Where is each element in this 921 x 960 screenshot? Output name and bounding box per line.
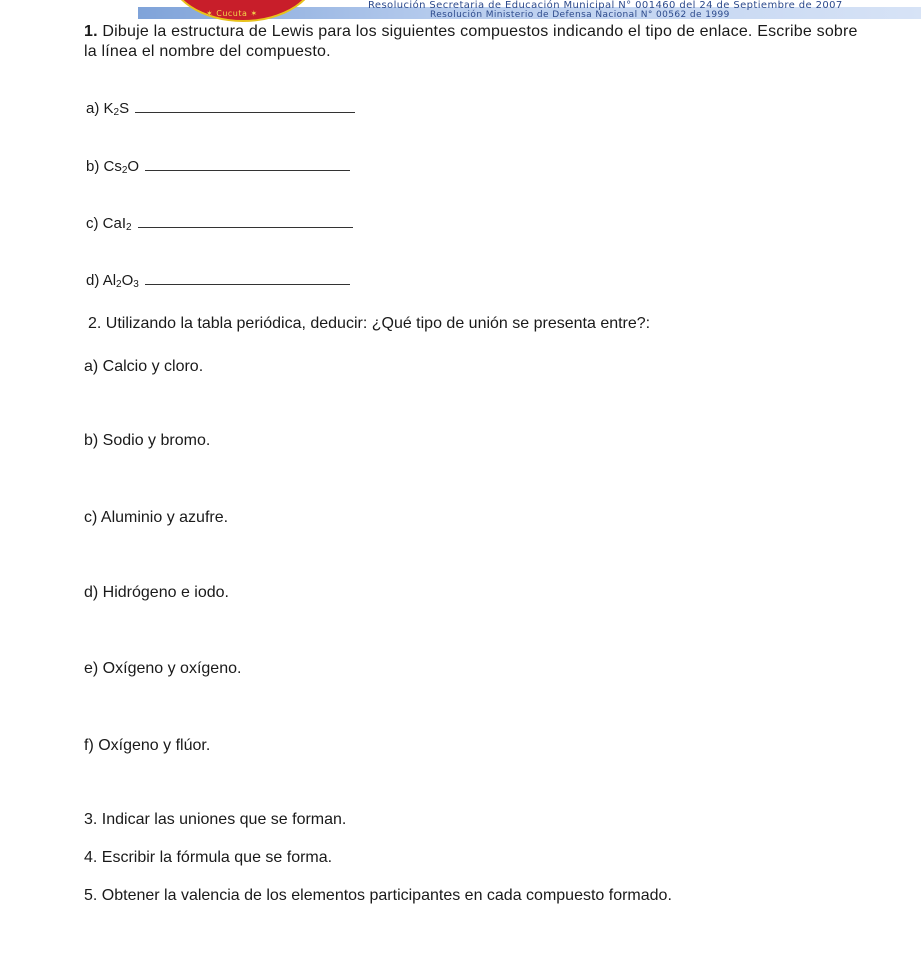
question-3: 3. Indicar las uniones que se forman. xyxy=(84,811,347,828)
formula-subscript: 3 xyxy=(133,279,139,290)
question-5: 5. Obtener la valencia de los elementos participantes en cada compuesto formado. xyxy=(84,887,672,904)
formula-part: CaI xyxy=(102,215,127,232)
item-label: c) xyxy=(86,215,99,232)
pair-a: a) Calcio y cloro. xyxy=(84,358,204,375)
resolution-line-1: Resolución Secretaria de Educación Municipal N° 001460 del 24 de Septiembre de 2007 xyxy=(368,0,843,11)
pair-d: d) Hidrógeno e iodo. xyxy=(84,584,229,601)
item-label: b) xyxy=(86,158,100,175)
compound-b xyxy=(86,158,350,176)
formula-part: O xyxy=(127,158,140,175)
answer-line[interactable] xyxy=(135,100,355,113)
question-2: 2. Utilizando la tabla periódica, deducir: ¿Qué tipo de unión se presenta entre?: xyxy=(88,315,651,332)
formula-part: Cs xyxy=(103,158,122,175)
question-4: 4. Escribir la fórmula que se forma. xyxy=(84,849,333,866)
answer-line[interactable] xyxy=(145,158,350,171)
formula-subscript: 2 xyxy=(126,222,132,233)
answer-line[interactable] xyxy=(145,272,350,285)
item-label: d) xyxy=(86,272,100,289)
pair-f: f) Oxígeno y flúor. xyxy=(84,737,211,754)
formula-part: O xyxy=(121,272,134,289)
formula-subscript: 2 xyxy=(113,107,120,118)
compound-a xyxy=(86,100,355,118)
formula-part: K xyxy=(103,100,114,117)
formula-subscript: 2 xyxy=(116,279,122,290)
pair-e: e) Oxígeno y oxígeno. xyxy=(84,660,242,677)
pair-b: b) Sodio y bromo. xyxy=(84,432,211,449)
resolution-line-2: Resolución Ministerio de Defensa Nacional N° 00562 de 1999 xyxy=(430,10,730,20)
item-label: a) xyxy=(86,100,100,117)
emblem-text: ✶ Cucuta ✶ xyxy=(206,9,258,18)
answer-line[interactable] xyxy=(138,215,353,228)
formula-part: S xyxy=(119,100,130,117)
formula-subscript: 2 xyxy=(121,165,128,176)
compound-c xyxy=(86,215,353,233)
formula-part: Al xyxy=(102,272,117,289)
compound-d xyxy=(86,272,350,290)
question-1 xyxy=(84,22,874,62)
question-1-text: Dibuje la estructura de Lewis para los siguientes compuestos indicando el tipo de enlace. Escribe sobre la línea el nombre del compuesto. xyxy=(84,23,858,60)
question-1-number: 1. xyxy=(84,23,98,40)
pair-c: c) Aluminio y azufre. xyxy=(84,509,229,526)
document-header xyxy=(0,0,921,22)
